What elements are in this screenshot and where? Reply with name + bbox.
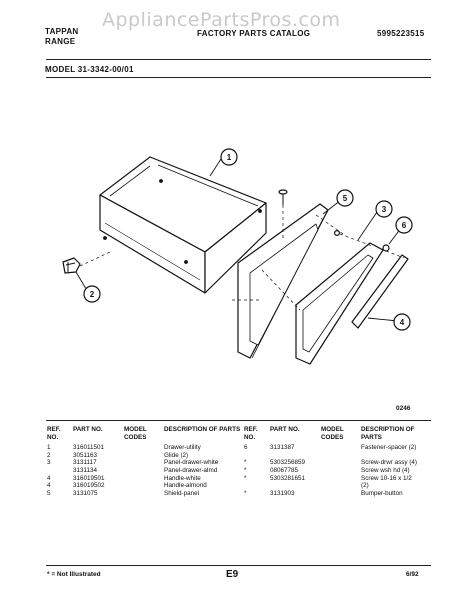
header-ref-no: REF. NO. [47,426,61,441]
table-row [244,452,435,460]
table-cell: 3131903 [270,489,295,497]
footer-rule [46,565,431,566]
table-row [244,482,435,490]
table-row [47,444,248,452]
header-model-codes: MODEL CODES [124,426,147,441]
table-cell: Handle-almond [164,482,207,490]
table-cell [321,482,361,490]
table-cell: 316019501 [73,474,105,482]
callout-6: 6 [401,221,407,230]
table-cell: * [244,459,247,467]
table-cell: Panel-drawer-white [164,459,219,467]
table-cell: 6 [244,444,248,452]
table-row [47,475,248,483]
table-cell: Screw wsh hd (4) [361,466,410,474]
table-row [244,475,435,483]
table-cell [361,452,435,460]
table-row [47,459,248,467]
table-cell [124,475,164,483]
watermark: AppliancePartsPros.com [102,9,341,31]
table-cell: 5 [47,489,51,497]
table-cell: 4 [47,474,51,482]
table-cell: 3131134 [73,466,98,474]
table-cell: (2) [361,482,369,490]
table-cell: Screw 10-16 x 1/2 [361,474,412,482]
table-row [244,444,435,452]
callout-2: 2 [89,290,95,299]
table-row [47,452,248,460]
table-row [244,490,435,498]
table-row [244,467,435,475]
table-cell: 3131117 [73,459,97,467]
table-cell: 1 [47,444,51,452]
table-cell: Screw-drwr assy (4) [361,459,417,467]
table-cell: * [244,474,247,482]
table-cell [321,444,361,452]
catalog-number: 5995223515 [377,29,425,38]
table-row [47,467,248,475]
parts-table-right [244,426,435,497]
table-cell [124,482,164,490]
brand-line-1: TAPPAN [45,27,79,36]
table-cell: Drawer-utility [164,444,201,452]
header-model-codes: MODEL CODES [321,426,344,441]
table-cell: Panel-drawer-almd [164,466,218,474]
table-cell: Glide (2) [164,451,189,459]
callout-3: 3 [381,205,387,214]
table-cell: Shield-panel [164,489,200,497]
header-part-no: PART NO. [73,426,103,433]
table-cell [124,452,164,460]
table-cell [124,467,164,475]
diagram-code: 0246 [396,405,411,412]
table-header-row [244,426,435,444]
table-cell: 2 [47,451,51,459]
callout-1: 1 [226,153,232,162]
table-cell: 3131075 [73,489,98,497]
table-cell: * [244,489,247,497]
table-cell: 5303256859 [270,459,306,467]
table-cell: 3 [47,459,51,467]
table-cell [270,482,321,490]
table-cell: 4 [47,482,51,490]
table-cell [321,467,361,475]
page-number: E9 [226,569,239,580]
table-cell [321,490,361,498]
table-cell: Fastener-spacer (2) [361,444,417,452]
table-cell: 3051163 [73,451,98,459]
catalog-title: FACTORY PARTS CATALOG [197,29,311,38]
table-header-row [47,426,248,444]
table-row [47,490,248,498]
table-cell [124,459,164,467]
brand-line-2: RANGE [45,37,76,46]
table-cell [124,444,164,452]
table-cell: Handle-white [164,474,201,482]
table-cell: 5303281651 [270,474,306,482]
callout-4: 4 [399,318,405,327]
header-description: DESCRIPTION OF PARTS [164,426,241,433]
table-row [244,459,435,467]
table-cell: Bumper-button [361,489,403,497]
table-cell [244,482,270,490]
glide [63,258,80,273]
header-description: DESCRIPTION OF PARTS [361,426,415,441]
table-cell [270,452,321,460]
screw [279,190,287,205]
table-cell [47,467,73,475]
table-cell: 3131387 [270,444,295,452]
table-cell [244,452,270,460]
revision-date: 6/92 [406,571,419,578]
parts-table-left [47,426,248,497]
not-illustrated-note: * = Not Illustrated [47,571,101,578]
header-ref-no: REF. NO. [244,426,258,441]
table-cell: 08067785 [270,466,299,474]
table-cell: * [244,466,247,474]
header-part-no: PART NO. [270,426,300,433]
table-row [47,482,248,490]
model-number: MODEL 31-3342-00/01 [45,65,134,74]
table-cell: 316011501 [73,444,105,452]
table-cell: 316019502 [73,482,105,490]
callout-5: 5 [342,194,348,203]
table-rule [46,420,431,421]
table-cell [321,452,361,460]
table-cell [321,459,361,467]
table-cell [124,490,164,498]
table-cell [321,475,361,483]
